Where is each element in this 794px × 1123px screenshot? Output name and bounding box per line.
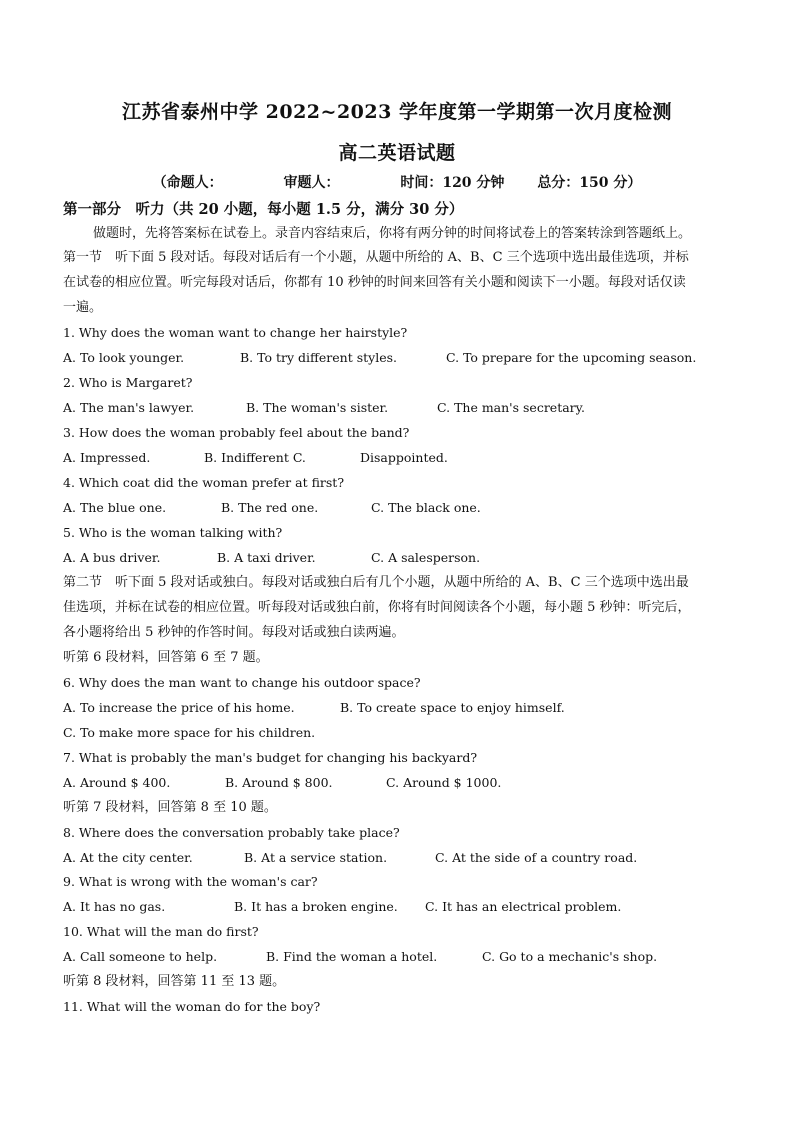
q10-option-b: B. Find the woman a hotel. (266, 949, 438, 964)
material-7-instruction: 听第 7 段材料，回答第 8 至 10 题。 (63, 800, 277, 815)
question-6: 6. Why does the man want to change his outdoor space? (63, 675, 421, 690)
material-6-instruction: 听第 6 段材料，回答第 6 至 7 题。 (63, 650, 269, 665)
q6-option-a: A. To increase the price of his home. (63, 700, 295, 715)
q7-option-c: C. Around $ 1000. (386, 775, 502, 790)
meta-setter: （命题人： (152, 175, 223, 191)
q4-option-a: A. The blue one. (63, 500, 167, 515)
q4-option-b: B. The red one. (221, 500, 319, 515)
question-4: 4. Which coat did the woman prefer at first? (63, 475, 345, 490)
q7-option-b: B. Around $ 800. (225, 775, 333, 790)
exam-subtitle: 高二英语试题 (338, 142, 456, 164)
q3-option-b: B. Indifferent C. (204, 450, 306, 465)
question-1: 1. Why does the woman want to change her hairstyle? (63, 325, 408, 340)
question-3: 3. How does the woman probably feel about the band? (63, 425, 410, 440)
q10-option-a: A. Call someone to help. (63, 949, 218, 964)
meta-time: 时间：120 分钟 (400, 175, 505, 191)
q9-option-c: C. It has an electrical problem. (425, 899, 622, 914)
q10-option-c: C. Go to a mechanic's shop. (482, 949, 658, 964)
q3-option-a: A. Impressed. (63, 450, 151, 465)
question-11: 11. What will the woman do for the boy? (63, 999, 321, 1014)
q9-option-a: A. It has no gas. (63, 899, 166, 914)
exam-meta (0, 172, 794, 192)
q6-option-c: C. To make more space for his children. (63, 725, 316, 740)
question-9: 9. What is wrong with the woman's car? (63, 874, 318, 889)
q5-option-c: C. A salesperson. (371, 550, 481, 565)
part1-intro: 做题时，先将答案标在试卷上。录音内容结束后，你将有两分钟的时间将试卷上的答案转涂到答题纸上。 (93, 226, 692, 241)
question-8: 8. Where does the conversation probably take place? (63, 825, 400, 840)
section2-line-2: 佳选项，并标在试卷的相应位置。听每段对话或独白前，你将有时间阅读各个小题，每小题 5 秒钟：听完后， (63, 600, 691, 615)
question-2: 2. Who is Margaret? (63, 375, 193, 390)
part1-heading: 第一部分 听力（共 20 小题，每小题 1.5 分，满分 30 分） (63, 201, 464, 218)
q8-option-b: B. At a service station. (244, 850, 388, 865)
q8-option-a: A. At the city center. (63, 850, 193, 865)
q1-option-c: C. To prepare for the upcoming season. (446, 350, 697, 365)
section1-line-1: 第一节 听下面 5 段对话。每段对话后有一个小题，从题中所给的 A、B、C 三个选项中选出最佳选项，并标 (63, 250, 689, 265)
q2-option-a: A. The man's lawyer. (63, 400, 195, 415)
section2-line-3: 各小题将给出 5 秒钟的作答时间。每段对话或独白读两遍。 (63, 625, 405, 640)
question-5: 5. Who is the woman talking with? (63, 525, 283, 540)
section1-line-3: 一遍。 (63, 300, 103, 315)
q6-option-b: B. To create space to enjoy himself. (340, 700, 565, 715)
section2-line-1: 第二节 听下面 5 段对话或独白。每段对话或独白后有几个小题，从题中所给的 A、B、C 三个选项中选出最 (63, 575, 689, 590)
q7-option-a: A. Around $ 400. (63, 775, 171, 790)
q9-option-b: B. It has a broken engine. (234, 899, 398, 914)
q3-option-c: Disappointed. (360, 450, 448, 465)
question-7: 7. What is probably the man's budget for changing his backyard? (63, 750, 478, 765)
q2-option-b: B. The woman's sister. (246, 400, 389, 415)
q1-option-a: A. To look younger. (63, 350, 185, 365)
q1-option-b: B. To try different styles. (240, 350, 398, 365)
meta-reviewer: 审题人： (283, 175, 340, 191)
q4-option-c: C. The black one. (371, 500, 481, 515)
q2-option-c: C. The man's secretary. (437, 400, 586, 415)
section1-line-2: 在试卷的相应位置。听完每段对话后，你都有 10 秒钟的时间来回答有关小题和阅读下一小题。每段对话仅读 (63, 275, 686, 290)
q8-option-c: C. At the side of a country road. (435, 850, 638, 865)
q5-option-a: A. A bus driver. (63, 550, 161, 565)
material-8-instruction: 听第 8 段材料，回答第 11 至 13 题。 (63, 974, 286, 989)
exam-title: 江苏省泰州中学 2022~2023 学年度第一学期第一次月度检测 (122, 101, 672, 123)
q5-option-b: B. A taxi driver. (217, 550, 316, 565)
question-10: 10. What will the man do first? (63, 924, 259, 939)
meta-total: 总分：150 分） (537, 175, 642, 191)
